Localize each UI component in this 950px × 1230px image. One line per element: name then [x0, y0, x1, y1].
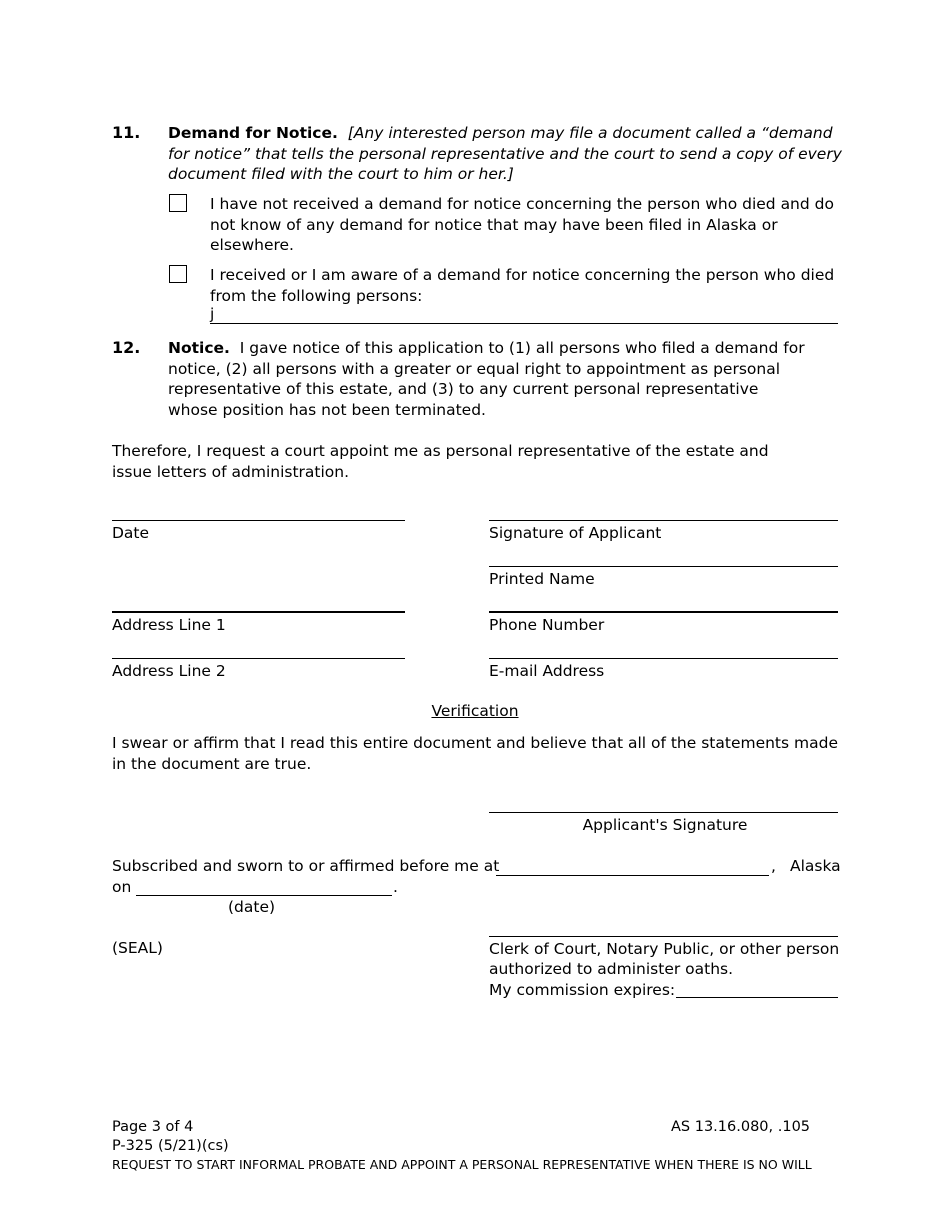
commission-label: My commission expires:	[489, 981, 676, 999]
email-label: E-mail Address	[489, 662, 605, 680]
on-label: on	[112, 878, 132, 896]
no-demand-checkbox[interactable]	[169, 194, 187, 212]
section-12-heading: Notice.	[168, 339, 230, 357]
applicant-signature-label: Applicant's Signature	[582, 816, 748, 834]
page-number: Page 3 of 4	[112, 1119, 194, 1135]
period: .	[393, 878, 398, 896]
form-id: P-325 (5/21)(cs)	[112, 1138, 229, 1154]
commission-line[interactable]	[676, 997, 838, 998]
no-demand-option-text: I have not received a demand for notice concerning the person who died and do not know of any demand for notice that may have been filed in Alaska or elsewhere.	[210, 195, 834, 254]
date-caption: (date)	[228, 898, 276, 916]
printed-name-label: Printed Name	[489, 570, 595, 588]
comma: ,	[771, 857, 776, 875]
demand-persons-field[interactable]	[210, 305, 838, 324]
form-title: REQUEST TO START INFORMAL PROBATE AND APPOINT A PERSONAL REPRESENTATIVE WHEN THERE IS NO WILL	[112, 1157, 812, 1172]
address2-label: Address Line 2	[112, 662, 226, 680]
demand-persons-value: j	[210, 305, 215, 323]
section-12-paragraph	[168, 338, 808, 420]
signature-label: Signature of Applicant	[489, 524, 662, 542]
alaska-label: Alaska	[790, 857, 841, 875]
sworn-location-line[interactable]	[496, 875, 769, 876]
sworn-date-line[interactable]	[136, 895, 392, 896]
section-11-paragraph	[168, 123, 848, 185]
applicant-signature-line[interactable]	[489, 812, 838, 813]
section-12-text: I gave notice of this application to (1) all persons who filed a demand for notice, (2) all persons with a greater or equal right to appointment as personal representative of this estate, and (3) to any current personal representative whose position has not been terminated.	[168, 339, 805, 419]
sworn-text: Subscribed and sworn to or affirmed before me at	[112, 857, 500, 875]
clerk-signature-line[interactable]	[489, 936, 838, 937]
address1-line[interactable]	[112, 611, 405, 613]
seal-label: (SEAL)	[112, 939, 163, 957]
statute-reference: AS 13.16.080, .105	[671, 1119, 811, 1135]
clerk-label-line1: Clerk of Court, Notary Public, or other person	[489, 940, 840, 958]
phone-label: Phone Number	[489, 616, 605, 634]
address2-line[interactable]	[112, 658, 405, 659]
phone-line[interactable]	[489, 611, 838, 613]
printed-name-line[interactable]	[489, 566, 838, 567]
clerk-label-line2: authorized to administer oaths.	[489, 960, 734, 978]
address1-label: Address Line 1	[112, 616, 226, 634]
date-label: Date	[112, 524, 150, 542]
aware-demand-option-text: I received or I am aware of a demand for notice concerning the person who died from the following persons:	[210, 266, 835, 305]
request-text: Therefore, I request a court appoint me as personal representative of the estate and issue letters of administration.	[112, 442, 769, 481]
email-line[interactable]	[489, 658, 838, 659]
verification-title: Verification	[431, 702, 519, 720]
section-11-instruction: [Any interested person may file a document called a “demand for notice” that tells the personal representative and the court to send a copy of every document filed with the court to him or her.]	[168, 124, 842, 183]
aware-demand-checkbox[interactable]	[169, 265, 187, 283]
verification-text: I swear or affirm that I read this entire document and believe that all of the statements made in the document are true.	[112, 734, 838, 773]
section-12-number: 12.	[112, 338, 141, 357]
section-11-heading: Demand for Notice.	[168, 124, 338, 142]
verification-title-wrap	[0, 702, 950, 720]
date-line[interactable]	[112, 520, 405, 521]
section-11-number: 11.	[112, 123, 141, 142]
signature-line[interactable]	[489, 520, 838, 521]
